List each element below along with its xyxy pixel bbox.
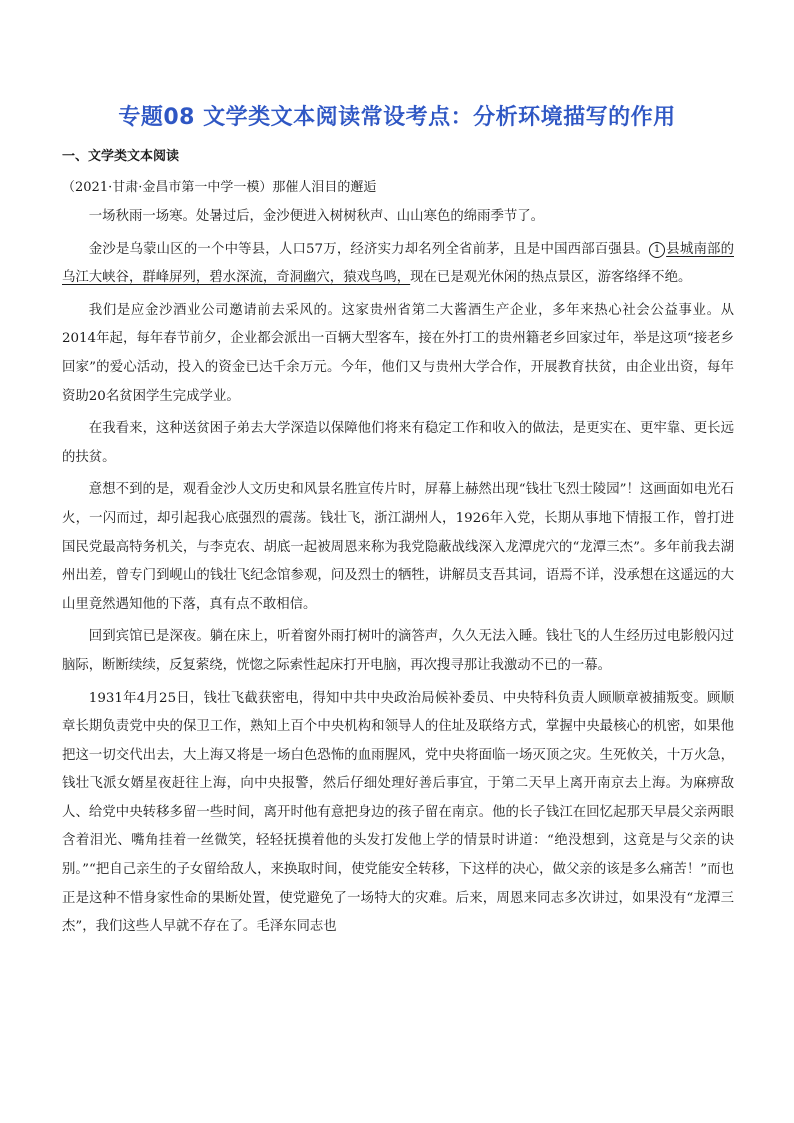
paragraph-2-text: 金沙是乌蒙山区的一个中等县，人口57万，经济实力却名列全省前茅，且是中国西部百强县。	[88, 241, 650, 257]
passage-body	[62, 203, 734, 946]
section-heading: 一、文学类文本阅读	[62, 149, 180, 164]
paragraph-3: 我们是应金沙酒业公司邀请前去采风的。这家贵州省第二大酱酒生产企业，多年来热心社会公益事业。从2014年起，每年春节前夕，企业都会派出一百辆大型客车，接在外打工的贵州籍老乡回家过年，举是这项“接老乡回家”的爱心活动，投入的资金已达千余万元。今年，他们又与贵州大学合作，开展教育扶贫，由企业出资，每年资助20名贫困学生完成学业。	[62, 302, 734, 404]
paragraph-7: 1931年4月25日，钱壮飞截获密电，得知中共中央政治局候补委员、中央特科负责人顾顺章被捕叛变。顾顺章长期负责党中央的保卫工作，熟知上百个中央机构和领导人的住址及联络方式，掌握中央最核心的机密，如果他把这一切交代出去，大上海又将是一场白色恐怖的血雨腥风，党中央将面临一场灭顶之灾。生死攸关，十万火急，钱壮飞派女婿星夜赶往上海，向中央报警，然后仔细处理好善后事宜，于第二天早上离开南京去上海。为麻痹敌人、给党中央转移多留一些时间，离开时他有意把身边的孩子留在南京。他的长子钱江在回忆起那天早晨父亲两眼含着泪光、嘴角挂着一丝微笑，轻轻抚摸着他的头发打发他上学的情景时讲道：“绝没想到，这竟是与父亲的诀别。”“把自己亲生的子女留给敌人，来换取时间，使党能安全转移，下这样的决心，做父亲的该是多么痛苦！”而也正是这种不惜身家性命的果断处置，使党避免了一场特大的灾难。后来，周恩来同志多次讲过，如果没有“龙潭三杰”，我们这些人早就不存在了。毛泽东同志也	[62, 690, 734, 935]
question-marker: 1	[649, 242, 665, 258]
paragraph-5: 意想不到的是，观看金沙人文历史和风景名胜宣传片时，屏幕上赫然出现“钱壮飞烈士陵园”！这画面如电光石火，一闪而过，却引起我心底强烈的震荡。钱壮飞，浙江湖州人，1926年入党，长期从事地下情报工作，曾打进国民党最高特务机关，与李克农、胡底一起被周恩来称为我党隐蔽战线深入龙潭虎穴的“龙潭三杰”。多年前我去湖州出差，曾专门到岘山的钱壮飞纪念馆参观，问及烈士的牺牲，讲解员支吾其词，语焉不详，没承想在这遥远的大山里竟然遇知他的下落，真有点不敢相信。	[62, 482, 734, 612]
document-title: 专题08 文学类文本阅读常设考点：分析环境描写的作用	[118, 105, 676, 130]
paragraph-1: 一场秋雨一场寒。处暑过后，金沙便进入树树秋声、山山寒色的绵雨季节了。	[88, 209, 545, 224]
paragraph-4: 在我看来，这种送贫困子弟去大学深造以保障他们将来有稳定工作和收入的做法，是更实在、更牢靠、更长远的扶贫。	[62, 421, 734, 465]
paragraph-6: 回到宾馆已是深夜。躺在床上，听着窗外雨打树叶的滴答声，久久无法入睡。钱壮飞的人生经历过电影般闪过脑际，断断续续，反复萦绕，恍惚之际索性起床打开电脑，再次搜寻那让我激动不已的一幕。	[62, 629, 734, 673]
underlined-text: 县城南部的乌江大峡谷，群峰屏列，碧水深流，奇洞幽穴，猿戏鸟鸣，	[62, 241, 734, 286]
paragraph-2	[62, 236, 734, 293]
passage-source: （2021·甘肃·金昌市第一中学一模）那催人泪目的邂逅	[62, 180, 377, 195]
paragraph-2-text-end: 现在已是观光休闲的热点景区，游客络绎不绝。	[410, 270, 692, 286]
